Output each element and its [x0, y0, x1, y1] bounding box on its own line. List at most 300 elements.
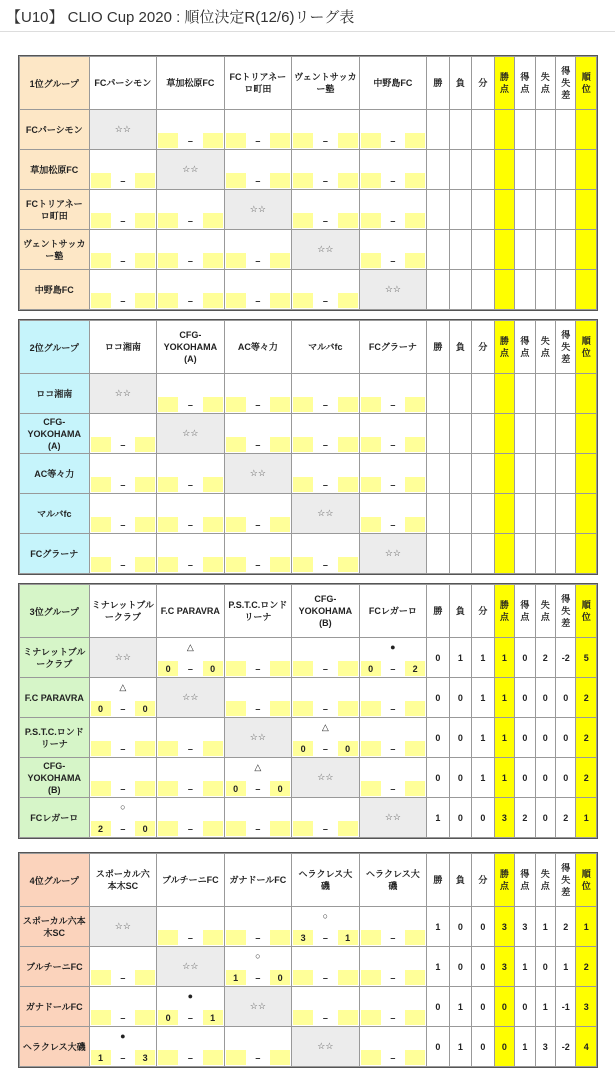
- match-cell: [157, 947, 225, 987]
- stat-cell-points: 0: [494, 1027, 514, 1067]
- stat-cell-goals-for: [515, 190, 535, 230]
- score-dash: –: [120, 296, 126, 306]
- row-team-cell: [20, 270, 90, 310]
- result-mark: △: [321, 722, 329, 732]
- stat-cell-goal-diff: [556, 150, 576, 190]
- team-header-name: スポーカル六本木SC: [95, 869, 150, 891]
- match-cell: [224, 374, 292, 414]
- score-dash: –: [390, 664, 396, 674]
- row-team-name: FCレガーロ: [30, 812, 79, 823]
- score-dash: –: [390, 1013, 396, 1023]
- stat-cell-points: 1: [494, 638, 514, 678]
- stat-cell-draw: [472, 454, 495, 494]
- match-cell: [224, 150, 292, 190]
- stat-cell-win: 0: [427, 1027, 450, 1067]
- stat-cell-loss: [449, 374, 472, 414]
- match-cell: [89, 758, 157, 798]
- row-team-name: ヴェントサッカー塾: [23, 238, 86, 261]
- match-cell: [89, 494, 157, 534]
- stat-header-loss: 負: [449, 854, 472, 907]
- row-team-name: ガナドールFC: [25, 1001, 83, 1012]
- stat-cell-win: 0: [427, 758, 450, 798]
- row-team-cell: [20, 190, 90, 230]
- match-cell: [359, 718, 427, 758]
- match-cell: [292, 534, 360, 574]
- stat-cell-goal-diff: [556, 454, 576, 494]
- stat-cell-win: [427, 190, 450, 230]
- stat-cell-loss: 0: [449, 907, 472, 947]
- match-cell: [359, 230, 427, 270]
- stat-cell-goals-for: 0: [515, 638, 535, 678]
- stat-cell-points: 3: [494, 907, 514, 947]
- score-left: 0: [98, 704, 104, 714]
- row-team-name: ロコ湘南: [36, 388, 73, 399]
- stat-header-goals-for: 得点: [515, 585, 535, 638]
- league-table: [19, 56, 597, 310]
- score-dash: –: [322, 560, 328, 570]
- match-cell: [89, 1027, 157, 1067]
- stat-cell-loss: 0: [449, 678, 472, 718]
- stat-cell-loss: [449, 454, 472, 494]
- team-row: [20, 907, 597, 947]
- stat-cell-goals-against: 0: [535, 718, 555, 758]
- match-cell: [292, 907, 360, 947]
- row-team-name: F.C PARAVRA: [24, 692, 84, 703]
- row-team-name: ミナレットブルークラブ: [23, 646, 86, 669]
- score-dash: –: [322, 744, 328, 754]
- stat-cell-win: [427, 270, 450, 310]
- stat-cell-loss: 0: [449, 798, 472, 838]
- stat-cell-rank: [576, 230, 597, 270]
- match-cell: [359, 414, 427, 454]
- self-match-marker: ☆☆: [317, 772, 334, 782]
- score-dash: –: [390, 1053, 396, 1063]
- stat-cell-goals-against: 2: [535, 638, 555, 678]
- self-match-marker: ☆☆: [114, 921, 131, 931]
- score-left: 1: [233, 973, 239, 983]
- row-team-cell: [20, 638, 90, 678]
- score-dash: –: [120, 440, 126, 450]
- match-cell: [157, 414, 225, 454]
- stat-cell-goals-for: [515, 230, 535, 270]
- stat-cell-rank: 5: [576, 638, 597, 678]
- match-cell: [157, 798, 225, 838]
- team-header-name: ガナドールFC: [229, 875, 287, 885]
- row-team-name: マルバfc: [37, 508, 72, 519]
- result-mark: △: [186, 642, 194, 652]
- score-dash: –: [120, 784, 126, 794]
- score-dash: –: [255, 704, 261, 714]
- match-cell: [359, 947, 427, 987]
- match-cell: [224, 414, 292, 454]
- stat-header-rank: 順位: [576, 321, 597, 374]
- stat-cell-rank: [576, 494, 597, 534]
- match-cell: [157, 534, 225, 574]
- score-dash: –: [322, 136, 328, 146]
- score-dash: –: [255, 296, 261, 306]
- stat-cell-rank: 3: [576, 987, 597, 1027]
- score-dash: –: [390, 256, 396, 266]
- match-cell: [157, 190, 225, 230]
- stat-cell-goals-against: 0: [535, 758, 555, 798]
- row-team-cell: [20, 718, 90, 758]
- result-mark: ○: [255, 951, 261, 961]
- stat-cell-goals-against: [535, 414, 555, 454]
- stat-header-rank: 順位: [576, 854, 597, 907]
- stat-cell-goals-against: 0: [535, 798, 555, 838]
- score-dash: –: [255, 400, 261, 410]
- score-dash: –: [120, 824, 126, 834]
- match-cell: [157, 494, 225, 534]
- stat-cell-draw: [472, 270, 495, 310]
- match-cell: [157, 110, 225, 150]
- stat-cell-win: [427, 150, 450, 190]
- stat-header-draw: 分: [472, 585, 495, 638]
- team-header-cell: [89, 854, 157, 907]
- stat-cell-draw: 1: [472, 758, 495, 798]
- stat-header-points: 勝点: [494, 57, 514, 110]
- stat-cell-points: [494, 454, 514, 494]
- stat-cell-goals-for: 0: [515, 987, 535, 1027]
- row-team-cell: [20, 110, 90, 150]
- score-dash: –: [322, 480, 328, 490]
- score-dash: –: [120, 480, 126, 490]
- match-cell: [292, 110, 360, 150]
- stat-cell-draw: [472, 494, 495, 534]
- match-cell: [292, 190, 360, 230]
- match-cell: [224, 987, 292, 1027]
- team-row: [20, 270, 597, 310]
- score-dash: –: [390, 176, 396, 186]
- match-cell: [359, 987, 427, 1027]
- match-cell: [224, 110, 292, 150]
- stat-cell-loss: 0: [449, 758, 472, 798]
- match-cell: [224, 718, 292, 758]
- match-cell: [157, 718, 225, 758]
- stat-cell-goal-diff: [556, 534, 576, 574]
- score-right: 2: [412, 664, 418, 674]
- stat-header-draw: 分: [472, 854, 495, 907]
- self-match-marker: ☆☆: [114, 124, 131, 134]
- group-name-cell: [20, 854, 90, 907]
- match-cell: [89, 987, 157, 1027]
- stat-cell-rank: 1: [576, 798, 597, 838]
- stat-cell-goals-against: 1: [535, 907, 555, 947]
- self-match-marker: ☆☆: [249, 732, 266, 742]
- stat-cell-goals-against: [535, 110, 555, 150]
- score-dash: –: [390, 480, 396, 490]
- stat-cell-goals-for: 1: [515, 1027, 535, 1067]
- stat-cell-points: 1: [494, 718, 514, 758]
- stat-cell-goal-diff: [556, 270, 576, 310]
- stat-cell-draw: 0: [472, 1027, 495, 1067]
- score-dash: –: [255, 176, 261, 186]
- score-left: 2: [98, 824, 104, 834]
- score-dash: –: [187, 1053, 193, 1063]
- score-dash: –: [187, 784, 193, 794]
- stat-cell-win: [427, 374, 450, 414]
- stat-header-goal-diff: 得失差: [556, 321, 576, 374]
- stat-header-win: 勝: [427, 321, 450, 374]
- score-dash: –: [322, 933, 328, 943]
- team-row: [20, 494, 597, 534]
- stat-cell-points: 3: [494, 947, 514, 987]
- stat-cell-goal-diff: [556, 230, 576, 270]
- group-name-cell: [20, 321, 90, 374]
- stat-cell-draw: [472, 190, 495, 230]
- score-dash: –: [322, 664, 328, 674]
- stat-header-goals-against: 失点: [535, 585, 555, 638]
- self-match-marker: ☆☆: [384, 284, 401, 294]
- row-team-name: ヘラクレス大磯: [22, 1041, 86, 1052]
- stat-cell-win: [427, 454, 450, 494]
- score-dash: –: [187, 480, 193, 490]
- stat-cell-goal-diff: [556, 110, 576, 150]
- score-dash: –: [322, 1013, 328, 1023]
- league-table: [19, 584, 597, 838]
- team-header-cell: [292, 585, 360, 638]
- stat-cell-goals-against: [535, 270, 555, 310]
- team-header-name: ヘラクレス大磯: [298, 869, 353, 891]
- stat-cell-loss: 1: [449, 1027, 472, 1067]
- match-cell: [224, 907, 292, 947]
- self-match-marker: ☆☆: [182, 164, 199, 174]
- stat-cell-loss: [449, 190, 472, 230]
- stat-cell-rank: [576, 454, 597, 494]
- stat-cell-goals-for: [515, 494, 535, 534]
- result-mark: ●: [120, 1031, 126, 1041]
- page-title: 【U10】 CLIO Cup 2020 : 順位決定R(12/6)リーグ表: [6, 9, 355, 26]
- stat-cell-goals-against: 1: [535, 987, 555, 1027]
- row-team-cell: [20, 987, 90, 1027]
- stat-cell-goal-diff: -1: [556, 987, 576, 1027]
- stat-cell-points: [494, 190, 514, 230]
- match-cell: [157, 907, 225, 947]
- league-table-group-2: [18, 319, 598, 575]
- league-table: [19, 320, 597, 574]
- self-match-marker: ☆☆: [317, 508, 334, 518]
- match-cell: [292, 494, 360, 534]
- score-left: 0: [233, 784, 239, 794]
- group-name-cell: [20, 57, 90, 110]
- stat-cell-rank: 1: [576, 907, 597, 947]
- stat-cell-rank: 4: [576, 1027, 597, 1067]
- match-cell: [359, 1027, 427, 1067]
- stat-cell-win: 0: [427, 987, 450, 1027]
- stat-cell-loss: [449, 494, 472, 534]
- score-dash: –: [322, 704, 328, 714]
- score-dash: –: [322, 216, 328, 226]
- team-header-cell: [89, 57, 157, 110]
- stat-cell-goals-for: 0: [515, 758, 535, 798]
- team-header-cell: [157, 585, 225, 638]
- team-header-cell: [157, 321, 225, 374]
- match-cell: [292, 718, 360, 758]
- stat-cell-points: [494, 534, 514, 574]
- stat-cell-points: [494, 270, 514, 310]
- score-dash: –: [255, 933, 261, 943]
- score-dash: –: [187, 933, 193, 943]
- match-cell: [224, 534, 292, 574]
- stat-cell-goals-against: [535, 534, 555, 574]
- stat-cell-points: 0: [494, 987, 514, 1027]
- stat-cell-goals-against: [535, 230, 555, 270]
- score-dash: –: [390, 973, 396, 983]
- score-dash: –: [120, 704, 126, 714]
- match-cell: [292, 798, 360, 838]
- group-name: 4位グループ: [29, 875, 79, 886]
- stat-cell-rank: 2: [576, 758, 597, 798]
- stat-cell-goals-for: [515, 534, 535, 574]
- stat-cell-goals-against: 0: [535, 947, 555, 987]
- match-cell: [157, 638, 225, 678]
- stat-cell-win: [427, 494, 450, 534]
- group-name: 3位グループ: [29, 606, 79, 617]
- team-header-cell: [359, 57, 427, 110]
- stat-cell-win: 1: [427, 947, 450, 987]
- score-dash: –: [390, 136, 396, 146]
- row-team-name: CFG-YOKOHAMA (A): [27, 416, 82, 451]
- self-match-marker: ☆☆: [317, 1041, 334, 1051]
- stat-cell-goals-against: 3: [535, 1027, 555, 1067]
- match-cell: [359, 454, 427, 494]
- score-dash: –: [390, 933, 396, 943]
- team-header-cell: [224, 854, 292, 907]
- score-left: 3: [300, 933, 306, 943]
- stat-cell-loss: [449, 150, 472, 190]
- match-cell: [89, 534, 157, 574]
- stat-cell-draw: [472, 414, 495, 454]
- stat-cell-goals-against: [535, 494, 555, 534]
- team-row: [20, 947, 597, 987]
- match-cell: [224, 494, 292, 534]
- stat-cell-loss: [449, 414, 472, 454]
- team-row: [20, 374, 597, 414]
- stat-cell-goals-for: 0: [515, 678, 535, 718]
- row-team-cell: [20, 1027, 90, 1067]
- team-row: [20, 678, 597, 718]
- self-match-marker: ☆☆: [249, 204, 266, 214]
- stat-header-win: 勝: [427, 57, 450, 110]
- stat-header-goals-against: 失点: [535, 854, 555, 907]
- team-header-cell: [359, 585, 427, 638]
- score-right: 0: [210, 664, 216, 674]
- stat-cell-rank: [576, 150, 597, 190]
- score-right: 1: [210, 1013, 216, 1023]
- team-row: [20, 534, 597, 574]
- result-mark: ●: [187, 991, 194, 1001]
- match-cell: [292, 987, 360, 1027]
- match-cell: [292, 150, 360, 190]
- score-dash: –: [390, 744, 396, 754]
- match-cell: [359, 110, 427, 150]
- stat-cell-goals-for: [515, 270, 535, 310]
- match-cell: [89, 907, 157, 947]
- row-team-cell: [20, 798, 90, 838]
- row-team-name: P.S.T.C.ロンドリーナ: [24, 726, 84, 749]
- stat-cell-goal-diff: [556, 374, 576, 414]
- team-header-name: CFG-YOKOHAMA (A): [163, 330, 218, 364]
- team-header-name: ヘラクレス大磯: [366, 869, 420, 891]
- stat-cell-draw: 0: [472, 947, 495, 987]
- stat-cell-rank: [576, 534, 597, 574]
- stat-cell-rank: 2: [576, 678, 597, 718]
- team-header-name: FCトリアネーロ町田: [229, 72, 287, 94]
- stat-cell-rank: 2: [576, 718, 597, 758]
- stat-cell-goals-against: [535, 374, 555, 414]
- row-team-cell: [20, 494, 90, 534]
- score-dash: –: [187, 824, 193, 834]
- score-dash: –: [187, 744, 193, 754]
- result-mark: ○: [120, 802, 126, 812]
- self-match-marker: ☆☆: [114, 652, 131, 662]
- stat-cell-goal-diff: 2: [556, 907, 576, 947]
- stat-header-goals-against: 失点: [535, 321, 555, 374]
- score-left: 0: [300, 744, 306, 754]
- match-cell: [89, 230, 157, 270]
- stat-cell-goal-diff: [556, 494, 576, 534]
- stat-cell-goals-for: [515, 454, 535, 494]
- stat-header-loss: 負: [449, 321, 472, 374]
- score-right: 0: [277, 973, 283, 983]
- match-cell: [359, 190, 427, 230]
- match-cell: [292, 1027, 360, 1067]
- match-cell: [89, 638, 157, 678]
- match-cell: [224, 454, 292, 494]
- row-team-name: FCトリアネーロ町田: [25, 198, 83, 221]
- team-header-name: 草加松原FC: [166, 78, 215, 88]
- team-header-cell: [292, 321, 360, 374]
- row-team-name: FCパーシモン: [25, 124, 83, 135]
- score-dash: –: [390, 784, 396, 794]
- match-cell: [292, 230, 360, 270]
- score-dash: –: [120, 973, 126, 983]
- stat-cell-win: 0: [427, 718, 450, 758]
- score-dash: –: [390, 520, 396, 530]
- stat-cell-rank: [576, 190, 597, 230]
- match-cell: [292, 947, 360, 987]
- stat-cell-goals-for: [515, 110, 535, 150]
- stat-cell-goal-diff: [556, 190, 576, 230]
- stat-header-draw: 分: [472, 57, 495, 110]
- stat-cell-rank: [576, 110, 597, 150]
- stat-header-draw: 分: [472, 321, 495, 374]
- stat-cell-draw: [472, 110, 495, 150]
- score-dash: –: [255, 440, 261, 450]
- stat-cell-goals-against: 0: [535, 678, 555, 718]
- self-match-marker: ☆☆: [249, 1001, 266, 1011]
- match-cell: [224, 230, 292, 270]
- match-cell: [224, 638, 292, 678]
- match-cell: [224, 270, 292, 310]
- stat-cell-points: [494, 110, 514, 150]
- score-dash: –: [390, 216, 396, 226]
- match-cell: [359, 534, 427, 574]
- stat-cell-points: [494, 374, 514, 414]
- match-cell: [224, 758, 292, 798]
- team-row: [20, 454, 597, 494]
- score-dash: –: [120, 256, 126, 266]
- score-dash: –: [187, 256, 193, 266]
- row-team-cell: [20, 678, 90, 718]
- score-right: 0: [277, 784, 283, 794]
- self-match-marker: ☆☆: [249, 468, 266, 478]
- score-dash: –: [187, 1013, 193, 1023]
- match-cell: [224, 1027, 292, 1067]
- team-row: [20, 230, 597, 270]
- stat-cell-goals-for: [515, 414, 535, 454]
- stat-cell-goal-diff: 0: [556, 678, 576, 718]
